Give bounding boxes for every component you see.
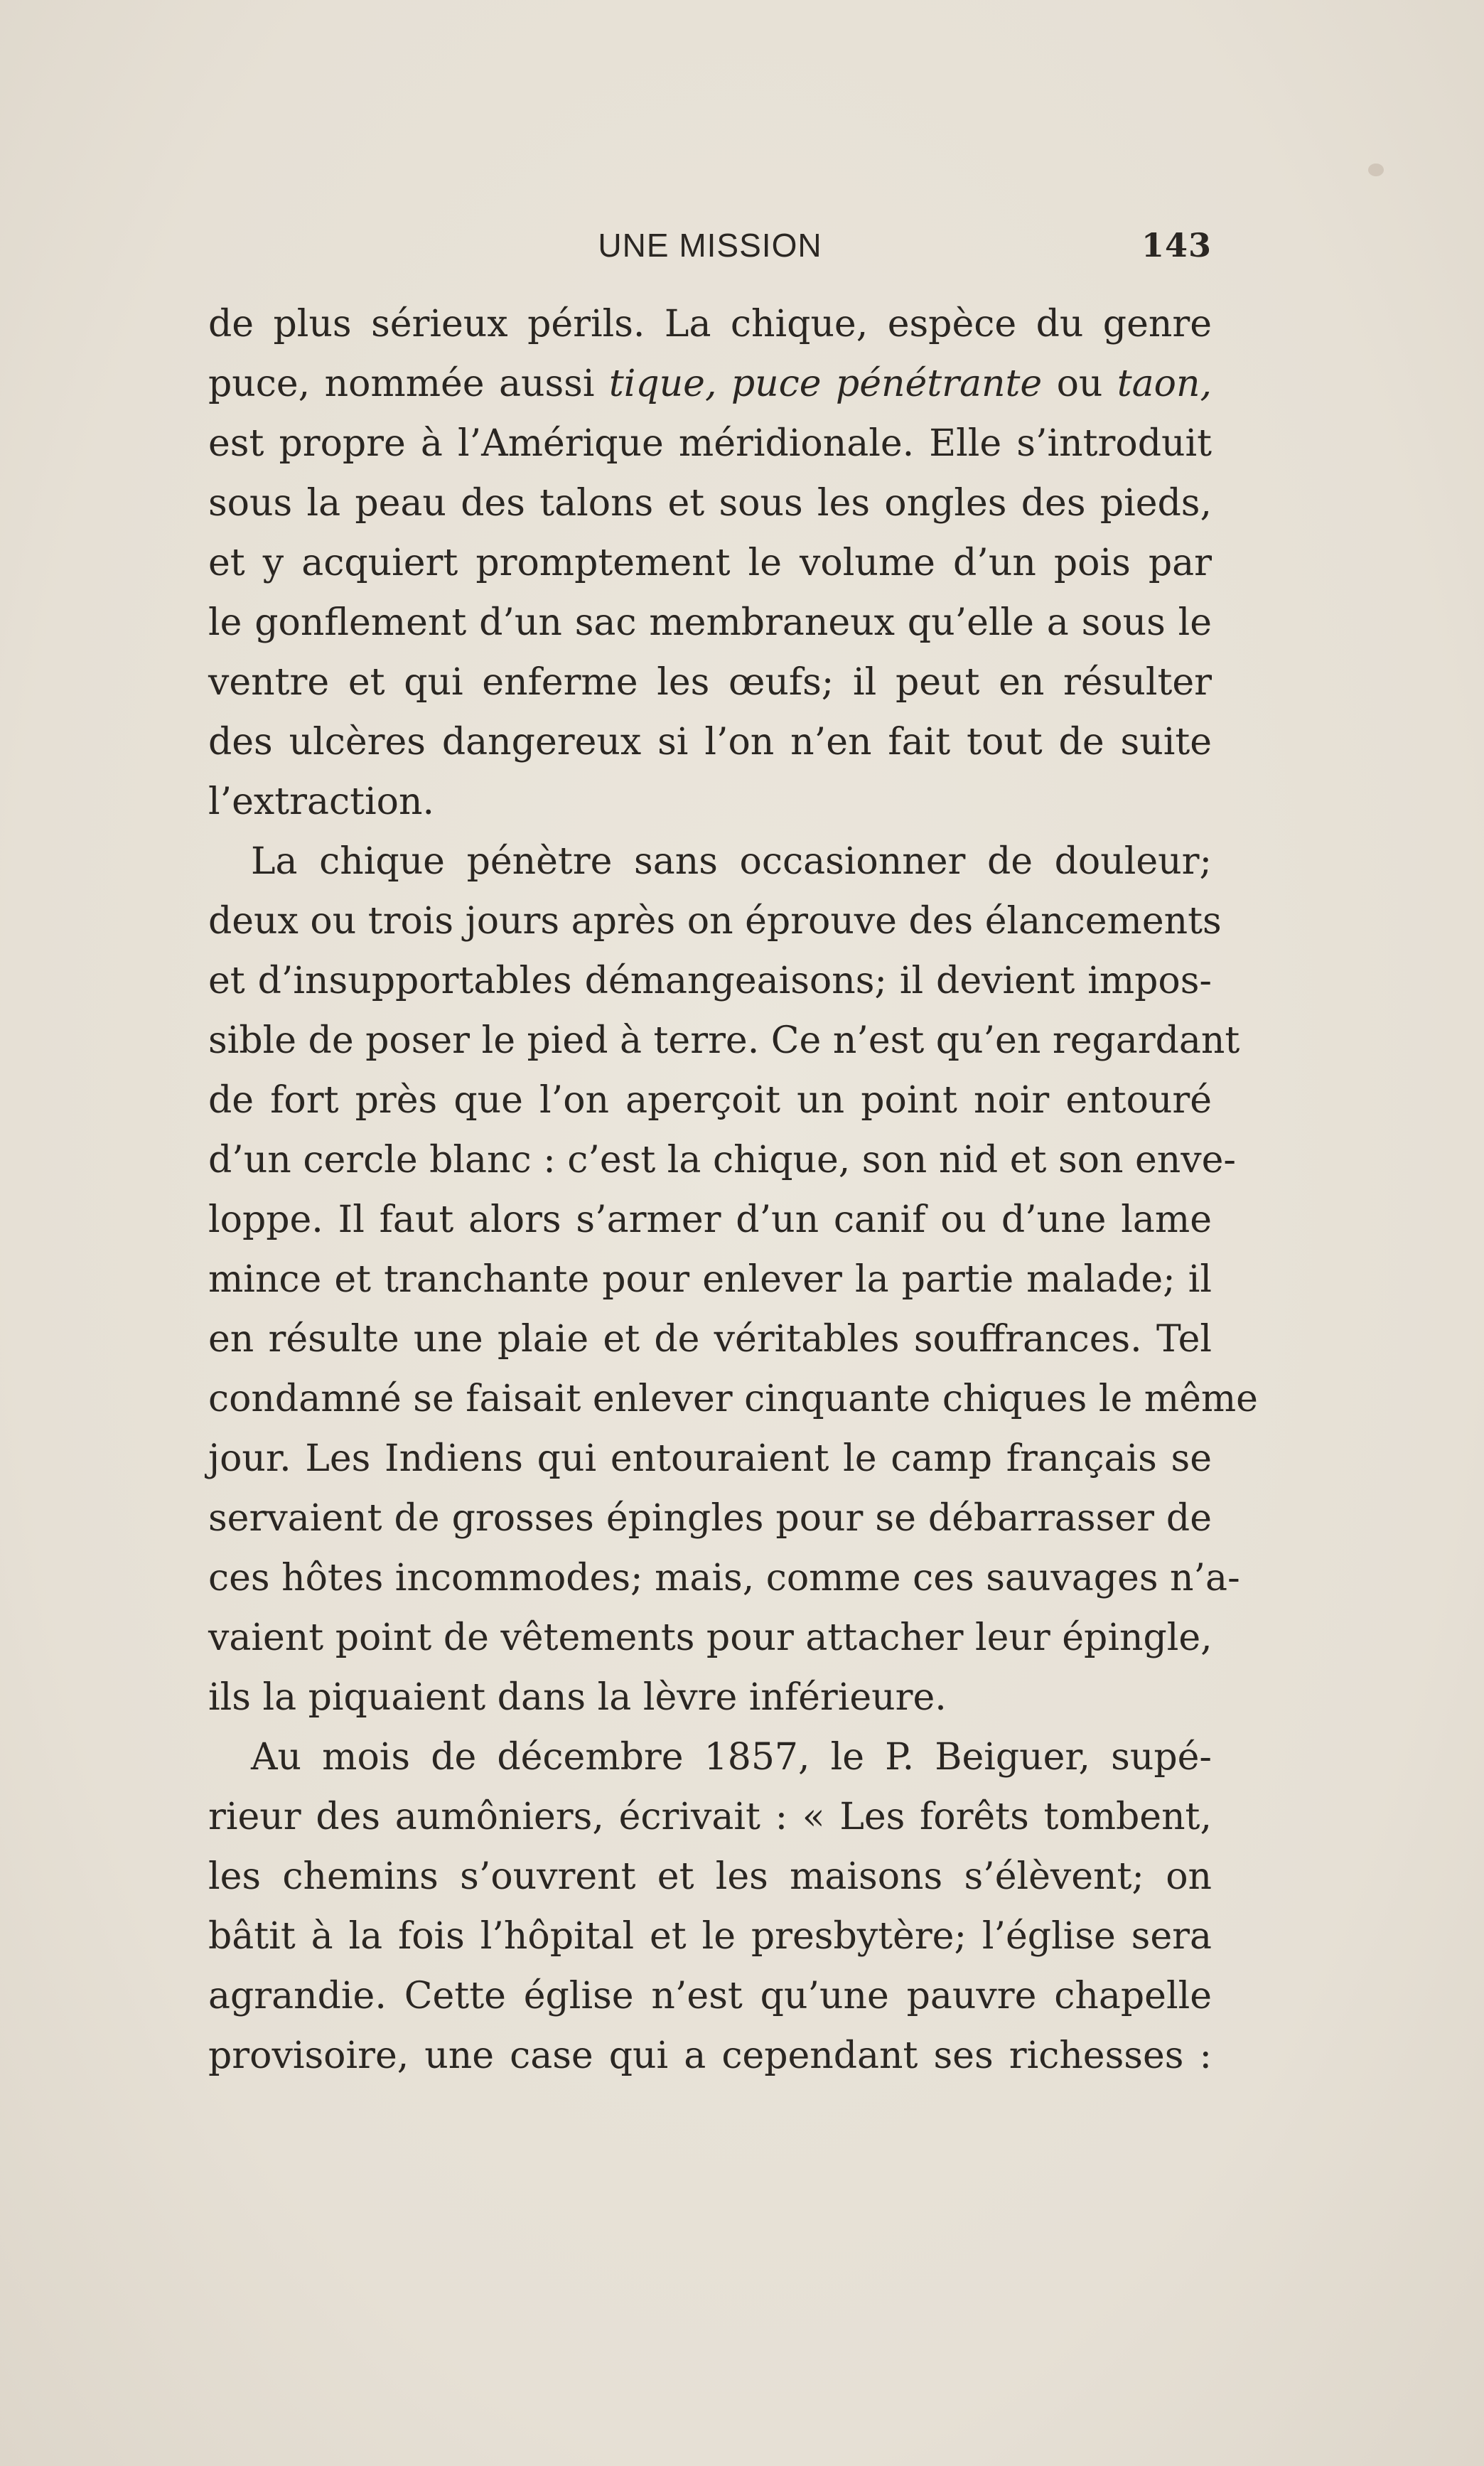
text-line: de plus sérieux périls. La chique, espèce du genre [208, 303, 1212, 345]
text-line: les chemins s’ouvrent et les maisons s’élèvent; on [208, 1855, 1212, 1898]
text-line: ils la piquaient dans la lèvre inférieure. [208, 1676, 947, 1719]
italic-term: taon, [1117, 363, 1212, 405]
text-line: condamné se faisait enlever cinquante chiques le même [208, 1378, 1258, 1420]
text-line: est propre à l’Amérique méridionale. Elle s’introduit [208, 422, 1212, 465]
text-line: le gonflement d’un sac membraneux qu’elle a sous le [208, 601, 1212, 644]
text-line: bâtit à la fois l’hôpital et le presbytère; l’église sera [208, 1915, 1212, 1958]
text-run: puce, nommée aussi [208, 363, 609, 405]
text-line: rieur des aumôniers, écrivait : « Les forêts tombent, [208, 1796, 1212, 1838]
text-line: l’extraction. [208, 781, 434, 823]
running-header [208, 226, 1212, 276]
text-line: loppe. Il faut alors s’armer d’un canif ou d’une lame [208, 1199, 1212, 1241]
text-line: agrandie. Cette église n’est qu’une pauvre chapelle [208, 1975, 1212, 2017]
text-line: jour. Les Indiens qui entouraient le camp français se [208, 1437, 1212, 1480]
text-line: des ulcères dangereux si l’on n’en fait tout de suite [208, 721, 1212, 763]
body-text [208, 294, 1258, 2086]
text-line: sous la peau des talons et sous les ongles des pieds, [208, 482, 1212, 525]
text-line [208, 354, 1212, 414]
text-line: en résulte une plaie et de véritables souffrances. Tel [208, 1318, 1212, 1361]
text-line: provisoire, une case qui a cependant ses richesses : [208, 2035, 1212, 2077]
text-line: deux ou trois jours après on éprouve des élancements [208, 900, 1222, 943]
text-line: ventre et qui enferme les œufs; il peut en résulter [208, 661, 1212, 704]
italic-term: tique, puce pénétrante [608, 363, 1043, 405]
paragraph [208, 1727, 1212, 2086]
paragraph [208, 294, 1212, 832]
paper-stain [1368, 163, 1384, 176]
paragraph [208, 832, 1258, 1727]
text-line: vaient point de vêtements pour attacher leur épingle, [208, 1617, 1213, 1659]
text-line: Au mois de décembre 1857, le P. Beiguer, supé- [251, 1736, 1212, 1779]
text-line: La chique pénètre sans occasionner de douleur; [251, 840, 1212, 883]
text-run: ou [1042, 363, 1117, 405]
text-line: sible de poser le pied à terre. Ce n’est qu’en regardant [208, 1019, 1240, 1062]
text-line: de fort près que l’on aperçoit un point noir entouré [208, 1079, 1212, 1122]
running-title: UNE MISSION [598, 227, 822, 264]
text-line: et d’insupportables démangeaisons; il devient impos- [208, 960, 1212, 1002]
text-line: ces hôtes incommodes; mais, comme ces sauvages n’a- [208, 1557, 1240, 1599]
text-line: mince et tranchante pour enlever la partie malade; il [208, 1258, 1212, 1301]
text-line: d’un cercle blanc : c’est la chique, son nid et son enve- [208, 1139, 1236, 1181]
text-line: servaient de grosses épingles pour se débarrasser de [208, 1497, 1212, 1540]
page-number: 143 [1141, 226, 1212, 264]
text-line: et y acquiert promptement le volume d’un pois par [208, 542, 1212, 584]
